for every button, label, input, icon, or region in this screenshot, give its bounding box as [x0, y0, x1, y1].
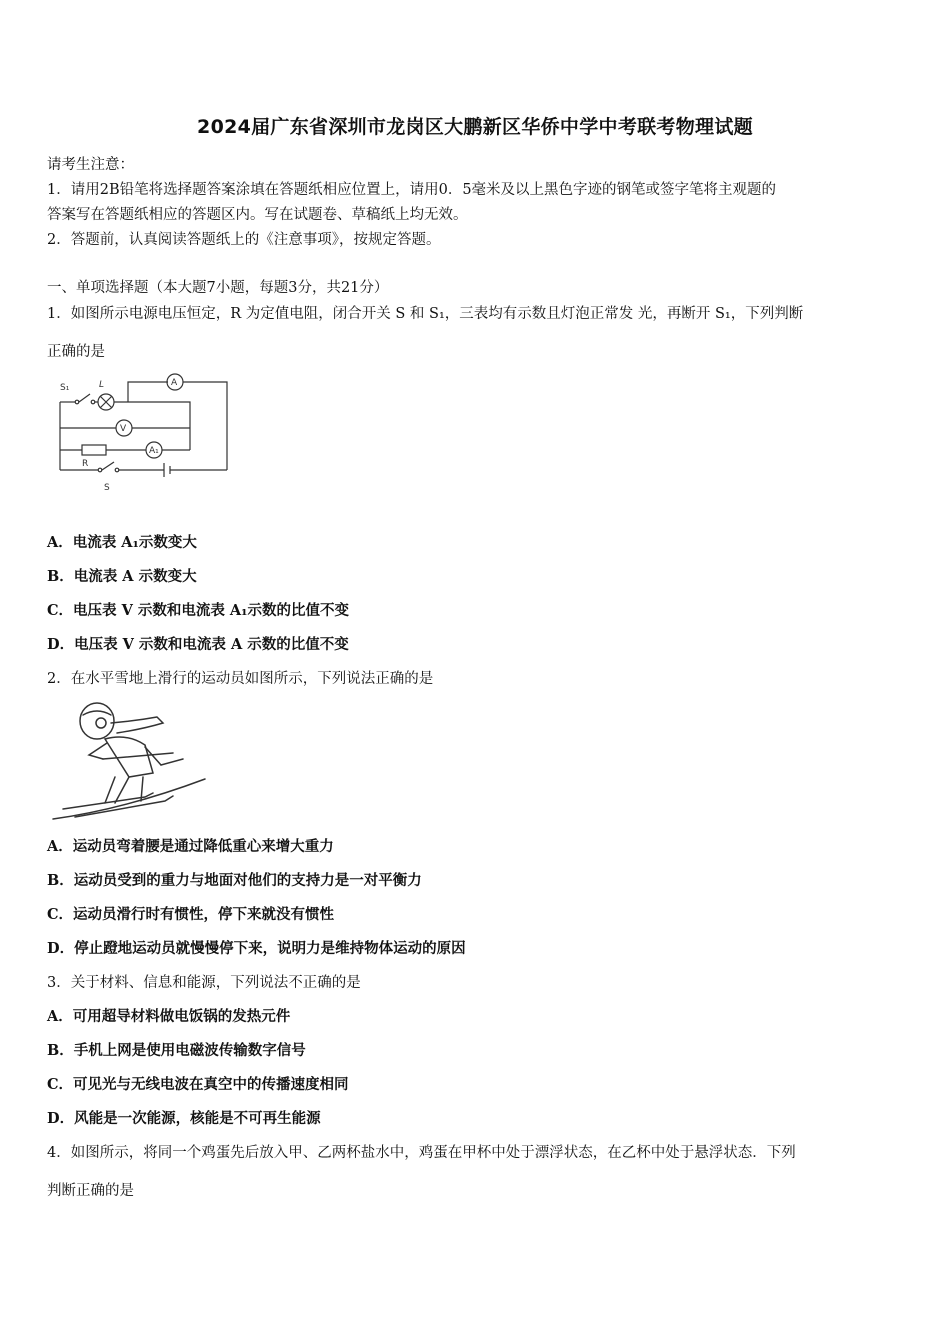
q4-stem-b: 判断正确的是 [47, 1183, 134, 1199]
label-l: L [99, 380, 105, 390]
q1-option-c: C．电压表 V 示数和电流表 A₁示数的比值不变 [47, 602, 350, 619]
notice-item-1a: 1．请用2B铅笔将选择题答案涂填在答题纸相应位置上，请用0．5毫米及以上黑色字迹的钢笔或签字笔将主观题的 [47, 182, 777, 198]
label-a1: A₁ [149, 446, 159, 456]
notice-item-2: 2．答题前，认真阅读答题纸上的《注意事项》，按规定答题。 [47, 232, 441, 248]
q3-option-b: B．手机上网是使用电磁波传输数字信号 [47, 1042, 306, 1059]
q2-option-c: C．运动员滑行时有惯性，停下来就没有惯性 [47, 906, 335, 923]
circuit-diagram [50, 372, 235, 497]
q1-stem-a: 1．如图所示电源电压恒定，R 为定值电阻，闭合开关 S 和 S₁，三表均有示数且灯泡正常发 光，再断开 S₁，下列判断 [47, 306, 804, 322]
label-s1: S₁ [60, 383, 70, 393]
q3-option-c: C．可见光与无线电波在真空中的传播速度相同 [47, 1076, 349, 1093]
q1-stem-b: 正确的是 [47, 344, 105, 360]
label-s: S [104, 483, 110, 493]
q4-stem-a: 4．如图所示，将同一个鸡蛋先后放入甲、乙两杯盐水中，鸡蛋在甲杯中处于漂浮状态，在乙杯中处于悬浮状态．下列 [47, 1145, 796, 1161]
q2-stem: 2．在水平雪地上滑行的运动员如图所示，下列说法正确的是 [47, 671, 434, 687]
q2-option-b: B．运动员受到的重力与地面对他们的支持力是一对平衡力 [47, 872, 422, 889]
notice-item-1b: 答案写在答题纸相应的答题区内。写在试题卷、草稿纸上均无效。 [47, 207, 468, 223]
q3-option-a: A．可用超导材料做电饭锅的发热元件 [47, 1008, 291, 1025]
q2-option-a: A．运动员弯着腰是通过降低重心来增大重力 [47, 838, 334, 855]
q1-option-d: D．电压表 V 示数和电流表 A 示数的比值不变 [47, 636, 349, 653]
notice-heading: 请考生注意： [47, 157, 134, 173]
section-heading: 一、单项选择题（本大题7小题，每题3分，共21分） [47, 280, 389, 296]
skier-illustration [45, 693, 215, 823]
q3-option-d: D．风能是一次能源，核能是不可再生能源 [47, 1110, 321, 1127]
page-title: 2024届广东省深圳市龙岗区大鹏新区华侨中学中考联考物理试题 [197, 116, 753, 138]
q3-stem: 3．关于材料、信息和能源，下列说法不正确的是 [47, 975, 361, 991]
label-v: V [120, 424, 127, 434]
q2-option-d: D．停止蹬地运动员就慢慢停下来，说明力是维持物体运动的原因 [47, 940, 466, 957]
q1-option-a: A．电流表 A₁示数变大 [47, 534, 197, 551]
label-r: R [82, 459, 89, 469]
q1-option-b: B．电流表 A 示数变大 [47, 568, 197, 585]
label-a: A [171, 378, 178, 388]
